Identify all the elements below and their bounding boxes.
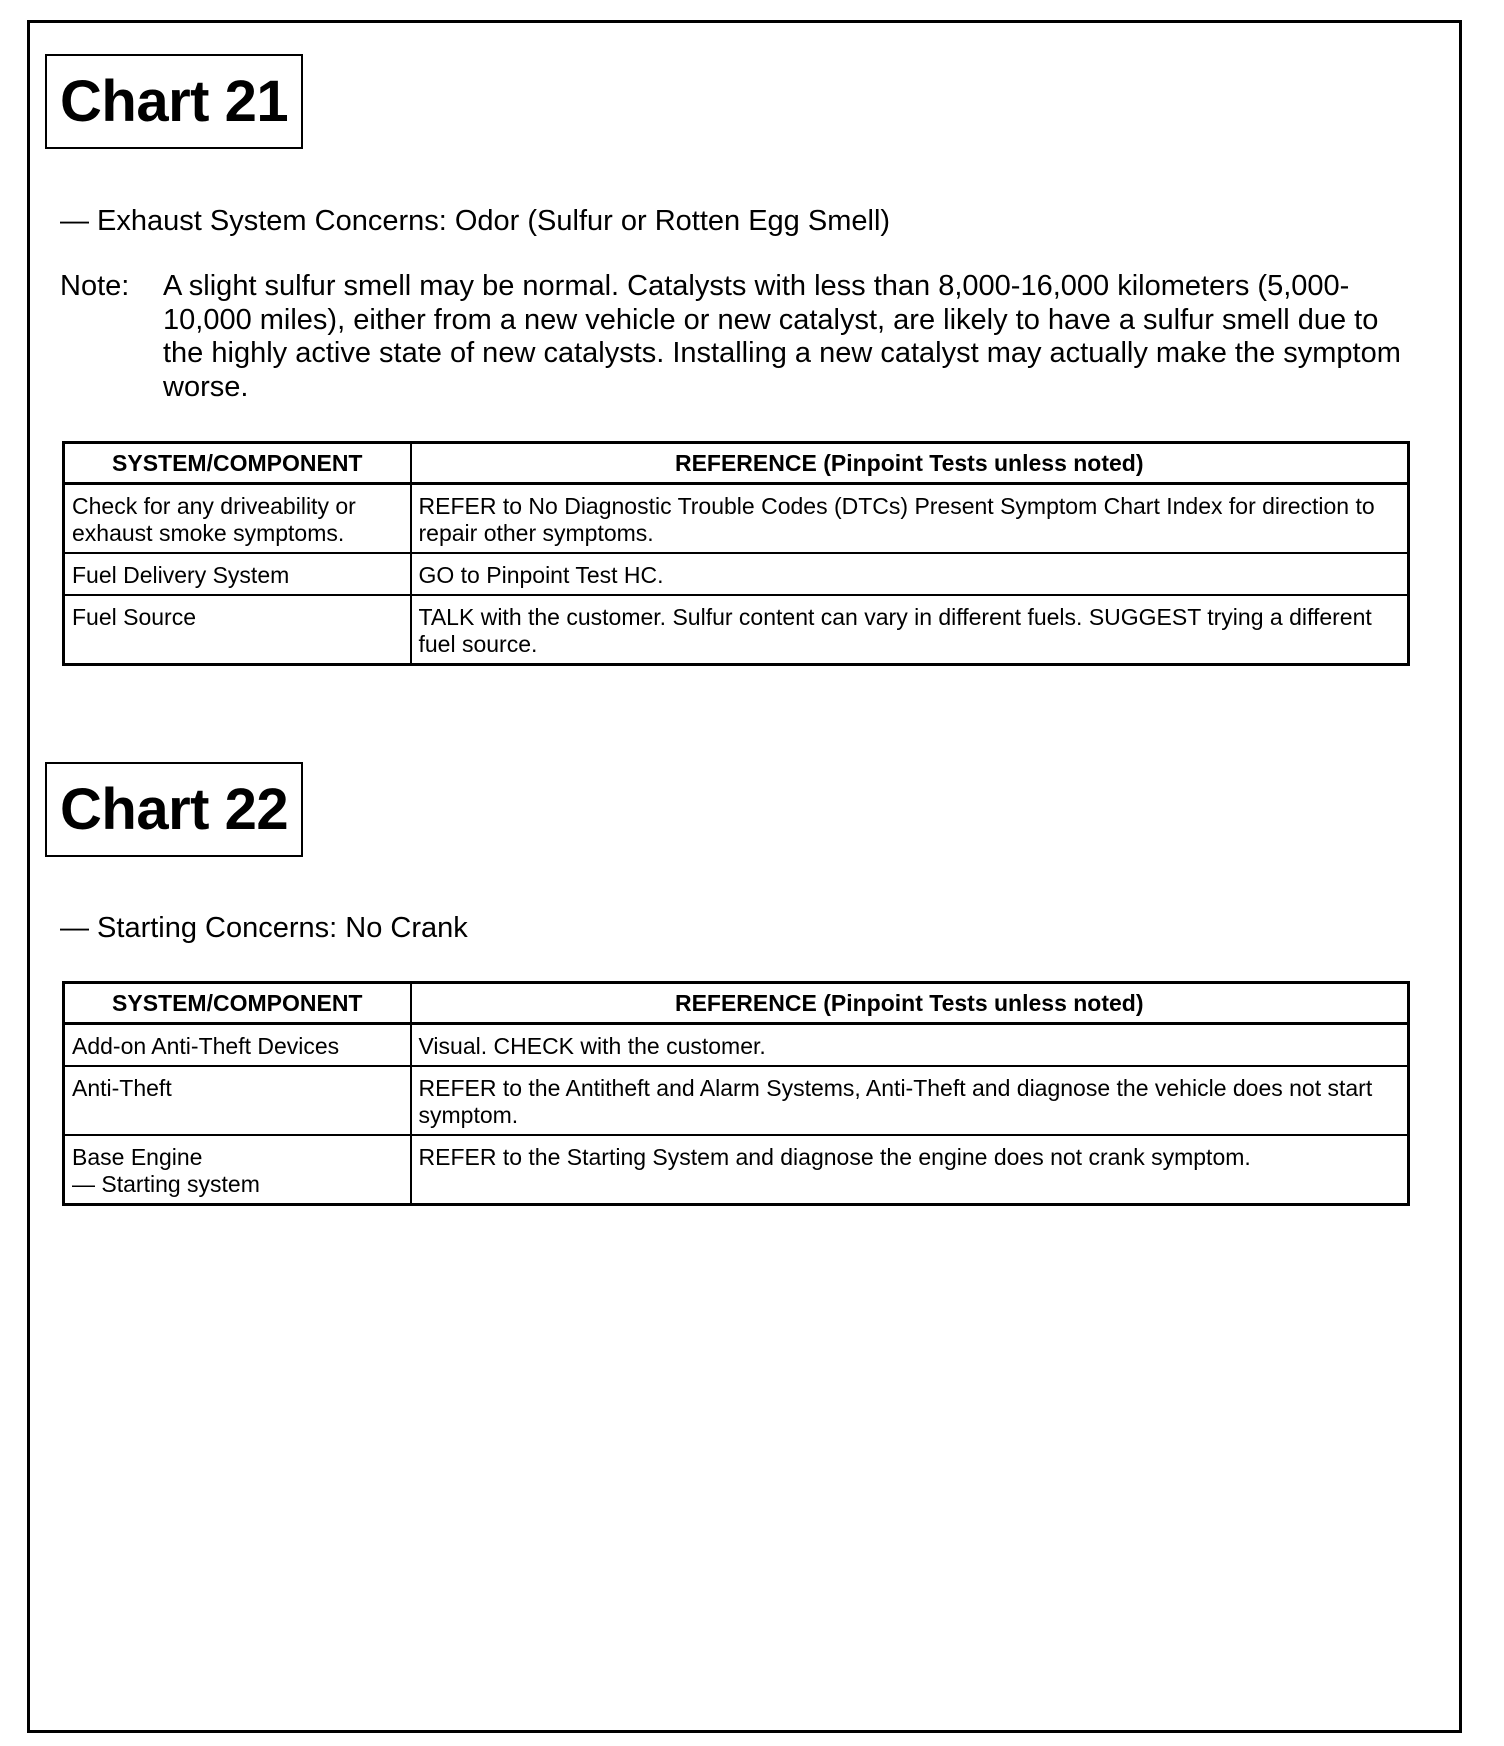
note-text: A slight sulfur smell may be normal. Catalysts with less than 8,000-16,000 kilometers (5,000-10,000 miles), either from a new vehicle or new catalyst, are likely to have a sulfur smell due to the highly active state of new catalysts. Installing a new catalyst may actually make the symptom worse. — [163, 270, 1401, 403]
table-row — [64, 553, 1409, 595]
chart-22-table — [62, 981, 1410, 1206]
table-header-row — [64, 443, 1409, 484]
header-reference: REFERENCE (Pinpoint Tests unless noted) — [411, 443, 1409, 484]
reference-cell: REFER to the Antitheft and Alarm Systems, Anti-Theft and diagnose the vehicle does not start symptom. — [411, 1066, 1409, 1135]
component-cell: Fuel Delivery System — [64, 553, 411, 595]
note-label: Note: — [60, 270, 130, 302]
component-cell — [64, 1135, 411, 1205]
component-sub: — Starting system — [72, 1171, 260, 1197]
table-row — [64, 1135, 1409, 1205]
reference-cell: REFER to No Diagnostic Trouble Codes (DTCs) Present Symptom Chart Index for direction to repair other symptoms. — [411, 484, 1409, 554]
chart-21-table — [62, 441, 1410, 666]
table-row — [64, 595, 1409, 665]
component-cell: Anti-Theft — [64, 1066, 411, 1135]
chart-21-note — [60, 270, 1410, 404]
reference-cell: TALK with the customer. Sulfur content can vary in different fuels. SUGGEST trying a different fuel source. — [411, 595, 1409, 665]
chart-22-concern: — Starting Concerns: No Crank — [60, 912, 468, 944]
component-cell: Add-on Anti-Theft Devices — [64, 1024, 411, 1067]
table-row — [64, 1024, 1409, 1067]
header-system-component: SYSTEM/COMPONENT — [64, 983, 411, 1024]
chart-21-title: Chart 21 — [45, 54, 303, 149]
chart-21-concern: — Exhaust System Concerns: Odor (Sulfur or Rotten Egg Smell) — [60, 205, 891, 237]
table-header-row — [64, 983, 1409, 1024]
reference-cell: GO to Pinpoint Test HC. — [411, 553, 1409, 595]
component-cell: Check for any driveability or exhaust smoke symptoms. — [64, 484, 411, 554]
component-cell: Fuel Source — [64, 595, 411, 665]
reference-cell: REFER to the Starting System and diagnose the engine does not crank symptom. — [411, 1135, 1409, 1205]
component-main: Base Engine — [72, 1144, 203, 1170]
chart-22-title: Chart 22 — [45, 762, 303, 857]
table-row — [64, 484, 1409, 554]
table-row — [64, 1066, 1409, 1135]
reference-cell: Visual. CHECK with the customer. — [411, 1024, 1409, 1067]
header-reference: REFERENCE (Pinpoint Tests unless noted) — [411, 983, 1409, 1024]
header-system-component: SYSTEM/COMPONENT — [64, 443, 411, 484]
